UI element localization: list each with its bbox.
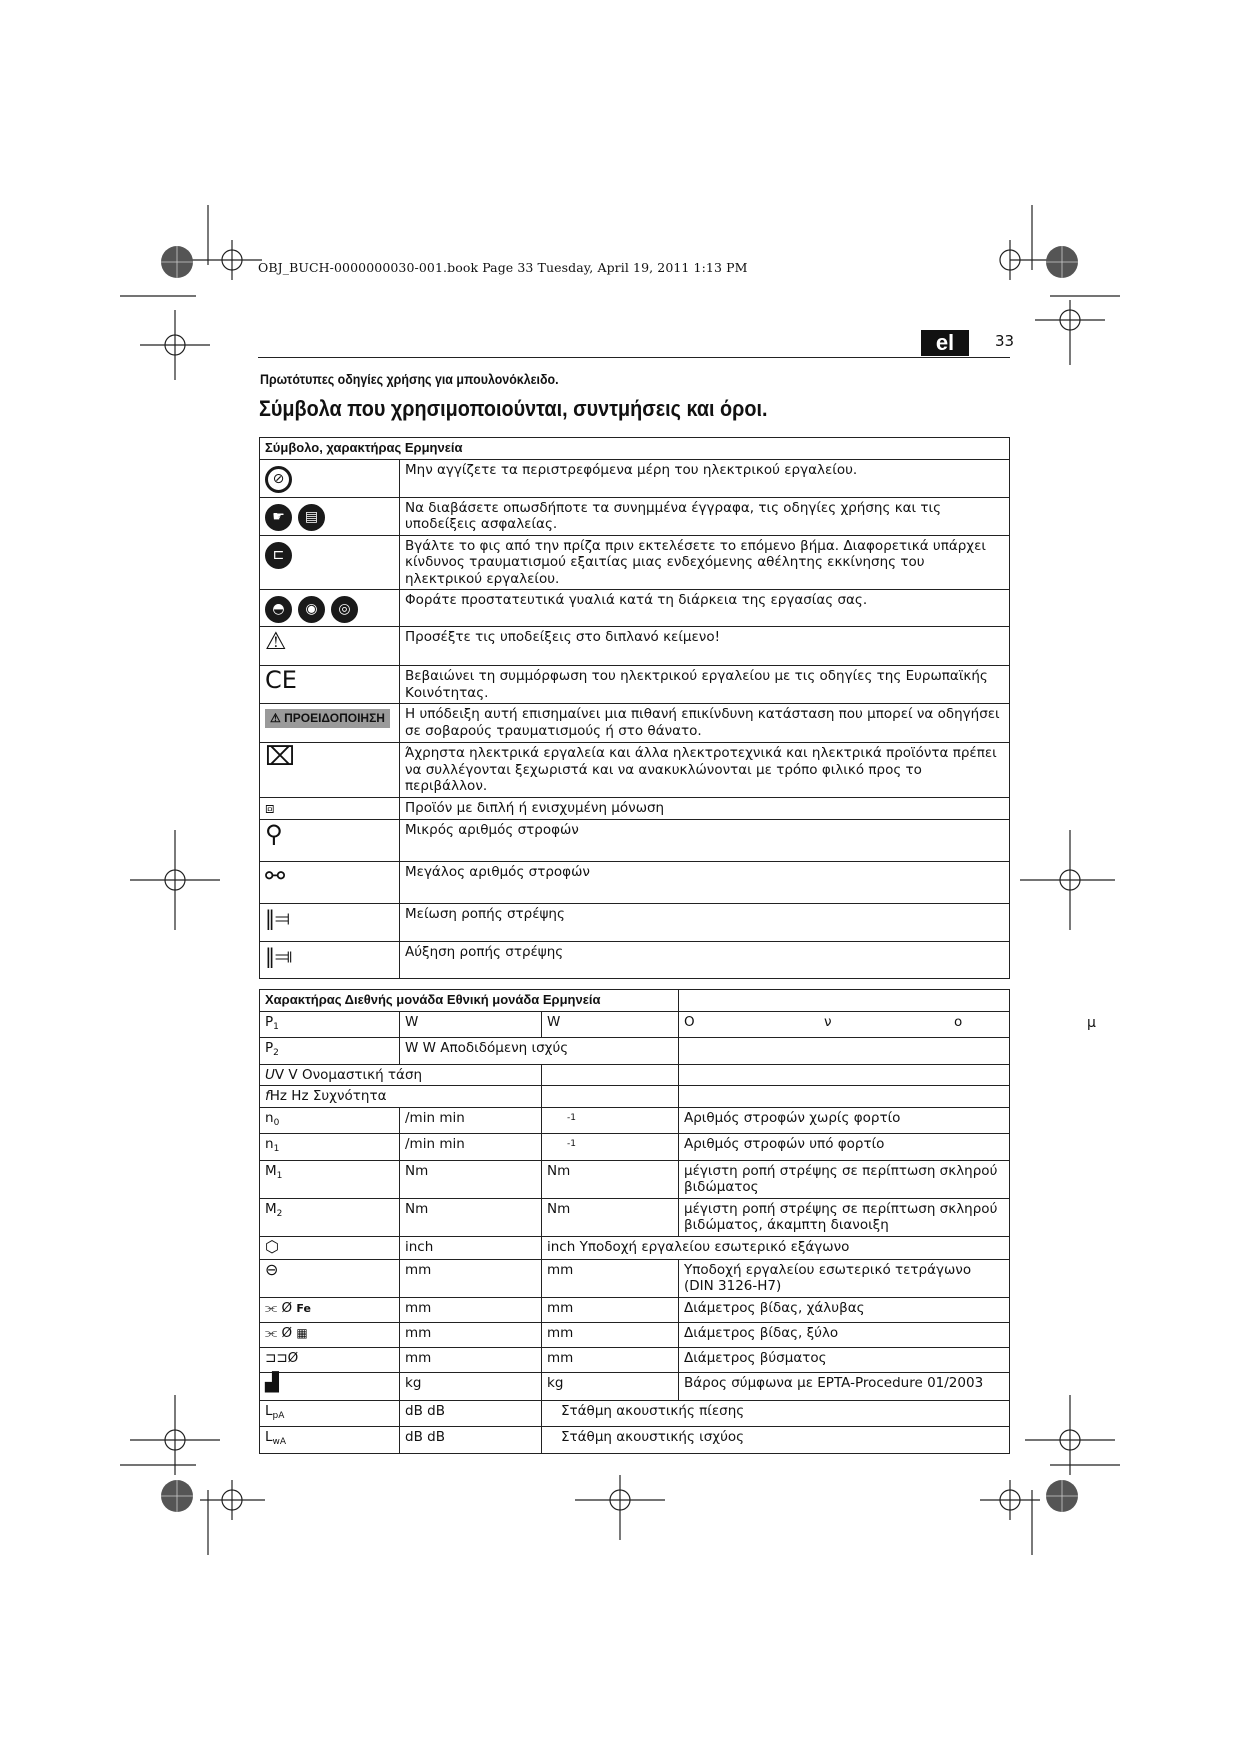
table-row — [260, 497, 1010, 535]
table-row — [260, 797, 1010, 820]
subtitle: Πρωτότυπες οδηγίες χρήσης για μπουλονόκλειδο. — [260, 372, 559, 387]
table-row: ⊐⊐Ø mm mm Διάμετρος βύσματος — [260, 1347, 1010, 1372]
table-row: fHz Hz Συχνότητα — [260, 1086, 1010, 1108]
row-text: Φοράτε προστατευτικά γυαλιά κατά τη διάρκεια της εργασίας σας. — [400, 590, 1010, 627]
row-text: Μην αγγίζετε τα περιστρεφόμενα μέρη του ηλεκτρικού εργαλείου. — [400, 459, 1010, 497]
page-number: 33 — [995, 332, 1015, 350]
row-text: Μεγάλος αριθμός στροφών — [400, 862, 1010, 904]
table-row: $P_2$ W W Αποδιδόμενη ισχύς — [260, 1038, 1010, 1065]
table-row: UV V Ονομαστική τάση — [260, 1064, 1010, 1086]
table-row: ⬡ inch inch Υποδοχή εργαλείου εσωτερικό εξάγωνο — [260, 1236, 1010, 1259]
table-row — [260, 590, 1010, 627]
torque-decrease-icon: ‖⫤ — [265, 906, 291, 930]
screw-wood-icon: ⫘ — [265, 1324, 278, 1341]
screw-steel-icon: ⫘ — [265, 1299, 278, 1316]
table-row — [260, 862, 1010, 904]
table-row: ⫘ Ø ▦ mm mm Διάμετρος βίδας, ξύλο — [260, 1322, 1010, 1347]
stray-mark: μ — [1087, 1015, 1096, 1031]
row-text: Μικρός αριθμός στροφών — [400, 820, 1010, 862]
table-row: ▟ kg kg Βάρος σύμφωνα με EPTA-Procedure 01/2003 — [260, 1372, 1010, 1400]
low-speed-icon: ⚲ — [265, 820, 283, 848]
protective-gear-icon: ◎ — [331, 596, 358, 623]
language-badge: el — [921, 330, 969, 356]
table-row — [260, 942, 1010, 979]
protective-gear-icon: ◓ — [265, 596, 292, 623]
row-text: Βεβαιώνει τη συμμόρφωση του ηλεκτρικού εργαλείου με τις οδηγίες της Ευρωπαϊκής Κοινότητας. — [400, 666, 1010, 704]
page-title: Σύμβολα που χρησιμοποιούνται, συντμήσεις και όροι. — [259, 396, 768, 421]
table-row: $L_{wA}$ dB dB Στάθμη ακουστικής ισχύος — [260, 1427, 1010, 1454]
table-row — [260, 704, 1010, 743]
table-row: $n_1$ /min min $^{-1}$ Αριθμός στροφών υπό φορτίο — [260, 1134, 1010, 1161]
protective-gear-icon: ◉ — [298, 596, 325, 623]
row-text: Η υπόδειξη αυτή επισημαίνει μια πιθανή επικίνδυνη κατάσταση που μπορεί να οδηγήσει σε σοβαρούς τραυματισμούς ή στο θάνατο. — [400, 704, 1010, 743]
no-touch-rotating-icon: ⊘ — [265, 466, 292, 493]
row-text: Προϊόν με διπλή ή ενισχυμένη μόνωση — [400, 797, 1010, 820]
table-row: $n_0$ /min min $^{-1}$ Αριθμός στροφών χωρίς φορτίο — [260, 1107, 1010, 1134]
torque-increase-icon: ‖⫥ — [265, 944, 293, 968]
warning-badge-icon: ⚠ ΠΡΟΕΙΔΟΠΟΙΗΣΗ — [265, 709, 390, 728]
read-manual-icon: ▤ — [298, 504, 325, 531]
row-text: Μείωση ροπής στρέψης — [400, 904, 1010, 942]
double-insulation-icon: ⧈ — [265, 798, 275, 817]
header-rule — [258, 357, 1010, 358]
table-row: ⊖ mm mm Υποδοχή εργαλείου εσωτερικό τετράγωνο (DIN 3126-H7) — [260, 1259, 1010, 1297]
table-row — [260, 820, 1010, 862]
square-socket-icon: ⊖ — [265, 1259, 279, 1279]
row-text: Προσέξτε τις υποδείξεις στο διπλανό κείμενο! — [400, 627, 1010, 666]
table-row: $M_2$ Nm Nm μέγιστη ροπή στρέψης σε περίπτωση σκληρού βιδώματος, άκαμπτη διανοιξη — [260, 1198, 1010, 1236]
thread-diameter-icon: ⊐⊐ — [265, 1349, 288, 1366]
table-row — [260, 627, 1010, 666]
table-row: ⫘ Ø Fe mm mm Διάμετρος βίδας, χάλυβας — [260, 1297, 1010, 1322]
row-text: Άχρηστα ηλεκτρικά εργαλεία και άλλα ηλεκτροτεχνικά και ηλεκτρικά προϊόντα πρέπει να συλλέγονται ξεχωριστά και να ανακυκλώνονται με τρόπο φιλικό προς το περιβάλλον. — [400, 743, 1010, 798]
units-table-header: Χαρακτήρας Διεθνής μονάδα Εθνική μονάδα Ερμηνεία — [260, 990, 679, 1012]
ce-mark-icon: C​E — [265, 666, 297, 694]
table-row: $L_{pA}$ dB dB Στάθμη ακουστικής πίεσης — [260, 1400, 1010, 1427]
row-text: Να διαβάσετε οπωσδήποτε τα συνημμένα έγγραφα, τις οδηγίες χρήσης και τις υποδείξεις ασφαλείας. — [400, 497, 1010, 535]
table-row — [260, 535, 1010, 590]
table-row — [260, 459, 1010, 497]
read-manual-icon: ☛ — [265, 504, 292, 531]
print-header: OBJ_BUCH-0000000030-001.book Page 33 Tuesday, April 19, 2011 1:13 PM — [258, 260, 748, 275]
table-row — [260, 743, 1010, 798]
symbols-table-header: Σύμβολο, χαρακτήρας Ερμηνεία — [260, 438, 1010, 460]
symbols-table — [259, 437, 1010, 979]
row-text: Βγάλτε το φις από την πρίζα πριν εκτελέσετε το επόμενο βήμα. Διαφορετικά υπάρχει κίνδυνος τραυματισμού εξαιτίας μιας ενδεχόμενης αθέλητης εκκίνησης του ηλεκτρικού εργαλείου. — [400, 535, 1010, 590]
table-row: $P_1$ W W Ο ν ο — [260, 1011, 1010, 1038]
row-text: Αύξηση ροπής στρέψης — [400, 942, 1010, 979]
table-row — [260, 904, 1010, 942]
high-speed-icon: ⚯ — [265, 862, 286, 890]
table-row — [260, 666, 1010, 704]
units-table — [259, 989, 1010, 1454]
weee-bin-icon: ⌧ — [265, 742, 295, 772]
hex-socket-icon: ⬡ — [265, 1236, 279, 1256]
warning-triangle-icon: ⚠ — [265, 627, 287, 655]
weight-icon: ▟ — [265, 1371, 279, 1393]
table-row: $M_1$ Nm Nm μέγιστη ροπή στρέψης σε περίπτωση σκληρού βιδώματος — [260, 1160, 1010, 1198]
unplug-icon: ⊏ — [265, 542, 292, 569]
